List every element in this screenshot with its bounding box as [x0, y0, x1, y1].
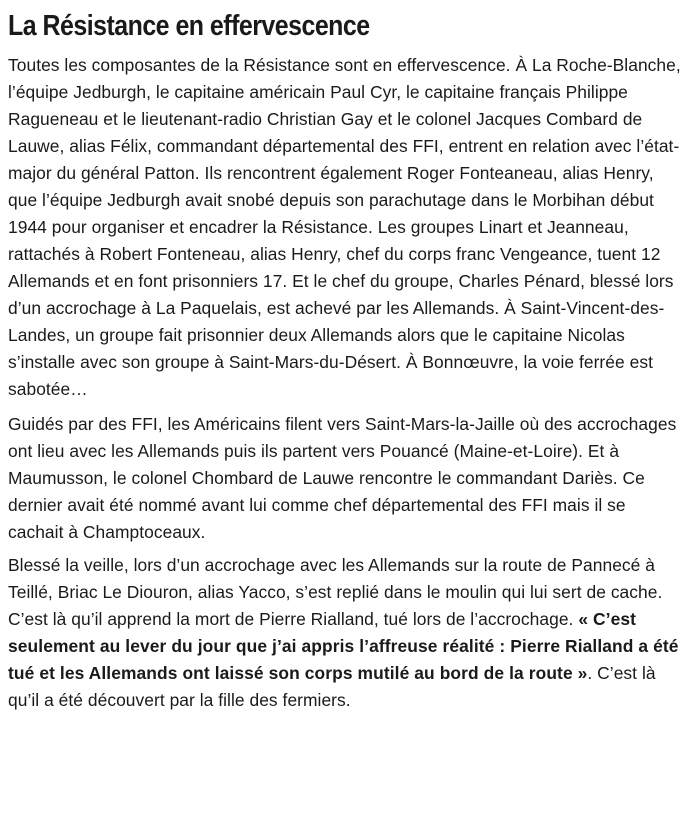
paragraph-3-intro: Blessé la veille, lors d’un accrochage avec les Allemands sur la route de Pannecé à Teillé, Briac Le Diouron, alias Yacco, s’est replié dans le moulin qui lui sert de cache. C’est là qu’il apprend la mort de Pierre Rialland, tué lors de l’accrochage.: [8, 555, 663, 629]
paragraph-2: Guidés par des FFI, les Américains filent vers Saint-Mars-la-Jaille où des accrochages ont lieu avec les Allemands puis ils partent vers Pouancé (Maine-et-Loire). Et à Maumusson, le colonel Chombard de Lauwe rencontre le commandant Dariès. Ce dernier avait été nommé avant lui comme chef départemental des FFI mais il se cachait à Champtoceaux.: [8, 414, 677, 542]
paragraph-3-outro: . C’est là qu’il a été découvert par la fille des fermiers.: [8, 663, 656, 710]
paragraph-3: [8, 552, 684, 714]
witness-quote: « C’est seulement au lever du jour que j’ai appris l’affreuse réalité : Pierre Rialland a été tué et les Allemands ont laissé son corps mutilé au bord de la route »: [8, 609, 679, 683]
article-title: La Résistance en effervescence: [8, 10, 370, 42]
paragraph-1: Toutes les composantes de la Résistance sont en effervescence. À La Roche-Blanche, l’équipe Jedburgh, le capitaine américain Paul Cyr, le capitaine français Philippe Ragueneau et le lieutenant-radio Christian Gay et le colonel Jacques Combard de Lauwe, alias Félix, commandant départemental des FFI, entrent en relation avec l’état-major du général Patton. Ils rencontrent également Roger Fonteaneau, alias Henry, que l’équipe Jedburgh avait snobé depuis son parachutage dans le Morbihan début 1944 pour organiser et encadrer la Résistance. Les groupes Linart et Jeanneau, rattachés à Robert Fonteneau, alias Henry, chef du corps franc Vengeance, tuent 12 Allemands et en font prisonniers 17. Et le chef du groupe, Charles Pénard, blessé lors d’un accrochage à La Paquelais, est achevé par les Allemands. À Saint-Vincent-des-Landes, un groupe fait prisonnier deux Allemands alors que le capitaine Nicolas s’installe avec son groupe à Saint-Mars-du-Désert. À Bonnœuvre, la voie ferrée est sabotée…: [8, 55, 681, 399]
